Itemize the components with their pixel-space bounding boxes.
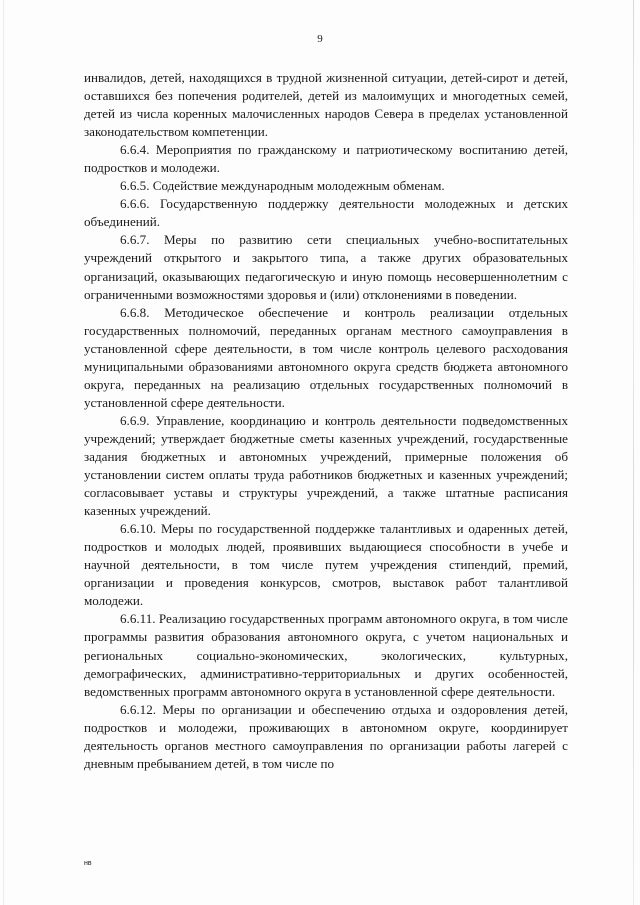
paragraph-6-6-7: 6.6.7. Меры по развитию сети специальных учебно-воспитательных учреждений открытого и закрытого типа, а также других образовательных организаций, оказывающих педагогическую и иную помощь несовершеннолетним с ограниченными возможностями здоровья и (или) отклонениями в поведении. xyxy=(84,232,568,302)
paragraph-6-6-9: 6.6.9. Управление, координацию и контроль деятельности подведомственных учреждений; утверждает бюджетные сметы казенных учреждений, государственные задания бюджетных и автономных учреждений, примерные положения об установлении систем оплаты труда работников бюджетных и казенных учреждений; согласовывает уставы и структуры учреждений, а также штатные расписания казенных учреждений. xyxy=(84,412,568,519)
paragraph-6-6-8: 6.6.8. Методическое обеспечение и контроль реализации отдельных государственных полномочий, переданных органам местного самоуправления в установленной сфере деятельности, в том числе контроль целевого расходования муниципальными образованиями автономного округа средств бюджета автономного округа, переданных на реализацию отдельных государственных полномочий в установленной сфере деятельности. xyxy=(84,304,568,410)
scan-edge-left xyxy=(3,0,4,905)
paragraph-6-6-11: 6.6.11. Реализацию государственных программ автономного округа, в том числе программы развития образования автономного округа, с учетом национальных и региональных социально-экономических, экологических, культурных, демографических, административно-территориальных и других особенностей, ведомственных программ автономного округа в установленной сфере деятельности. xyxy=(84,611,568,699)
paragraph-6-6-4: 6.6.4. Мероприятия по гражданскому и патриотическому воспитанию детей, подростков и молодежи. xyxy=(84,142,568,176)
scan-edge-right xyxy=(633,0,634,905)
footer-mark: нв xyxy=(84,860,92,867)
document-body xyxy=(84,69,568,773)
page-number: 9 xyxy=(317,33,323,45)
paragraph-6-6-12: 6.6.12. Меры по организации и обеспечению отдыха и оздоровления детей, подростков и молодежи, проживающих в автономном округе, координирует деятельность органов местного самоуправления по организации работы лагерей с дневным пребыванием детей, в том числе по xyxy=(84,701,568,771)
paragraph-continuation: инвалидов, детей, находящихся в трудной жизненной ситуации, детей-сирот и детей, оставшихся без попечения родителей, детей из малоимущих и многодетных семей, детей из числа коренных малочисленных народов Севера в пределах установленной законодательством компетенции. xyxy=(84,70,568,140)
paragraph-6-6-6: 6.6.6. Государственную поддержку деятельности молодежных и детских объединений. xyxy=(84,196,568,230)
paragraph-6-6-10: 6.6.10. Меры по государственной поддержке талантливых и одаренных детей, подростков и молодых людей, проявивших выдающиеся способности в учебе и научной деятельности, в том числе путем учреждения стипендий, премий, организации и проведения конкурсов, смотров, выставок работ талантливой молодежи. xyxy=(84,521,568,609)
paragraph-6-6-5: 6.6.5. Содействие международным молодежным обменам. xyxy=(120,178,445,194)
